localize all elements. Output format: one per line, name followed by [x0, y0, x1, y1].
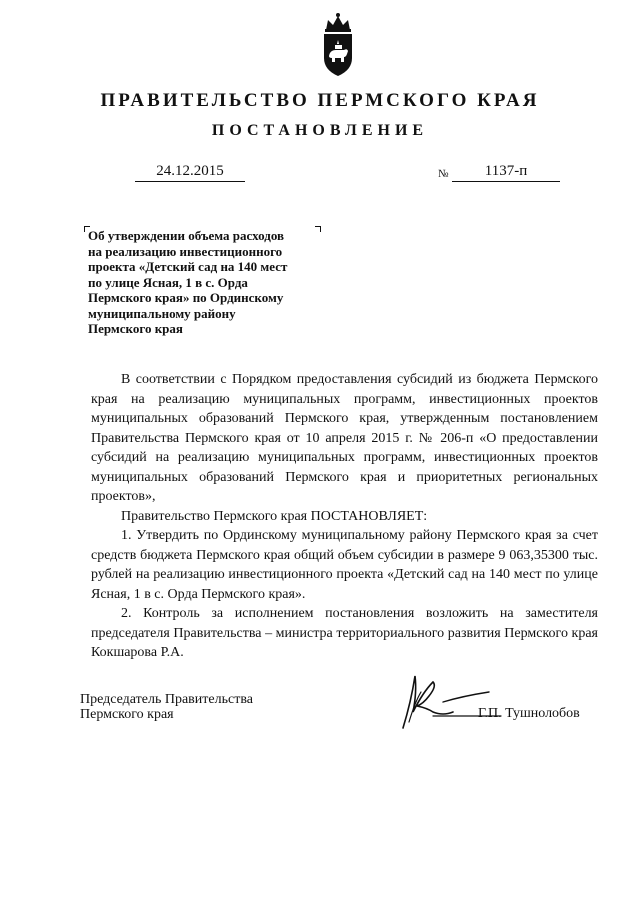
document-date: 24.12.2015 [135, 163, 245, 182]
body-paragraph: Правительство Пермского края ПОСТАНОВЛЯЕТ: [121, 508, 428, 524]
handwritten-signature-icon [393, 672, 503, 732]
signer-position: Председатель Правительства Пермского края [80, 692, 253, 722]
document-type: ПОСТАНОВЛЕНИЕ [211, 122, 429, 139]
body-paragraph: В соответствии с Порядком предоставления субсидий из бюджета Пермского края на реализацию муниципальных программ, инвестиционных проектов муниципальных образований Пермского края, утвержденным постановлением Правительства Пермского края от 10 апреля 2015 г. № 206-п «О предоставлении субсидий на реализацию муниципальных программ, инвестиционных проектов муниципальных образований Пермского края и приоритетных региональных проектов», [91, 372, 598, 504]
document-number: 1137-п [452, 163, 560, 182]
body-paragraph: 2. Контроль за исполнением постановления возложить на заместителя председателя Правительства – министра территориального развития Пермского края Кокшарова Р.А. [91, 606, 598, 660]
number-label: № [438, 168, 449, 180]
government-title: ПРАВИТЕЛЬСТВО ПЕРМСКОГО КРАЯ [100, 90, 540, 111]
signer-name: Г.П. Тушнолобов [478, 706, 580, 721]
body-paragraph: 1. Утвердить по Ординскому муниципальному району Пермского края за счет средств бюджета Пермского края общий объем субсидии в размере 9 063,35300 тыс. рублей на реализацию инвестиционного проекта «Детский сад на 140 мест по улице Ясная, 1 в с. Орда Пермского края». [91, 528, 598, 602]
document-body [91, 370, 598, 663]
document-subject: Об утверждении объема расходов на реализацию инвестиционного проекта «Детский сад на 140 мест по улице Ясная, 1 в с. Орда Пермского края» по Ординскому муниципальному району Пермского края [88, 228, 288, 336]
perm-krai-coat-of-arms-icon [318, 10, 358, 78]
